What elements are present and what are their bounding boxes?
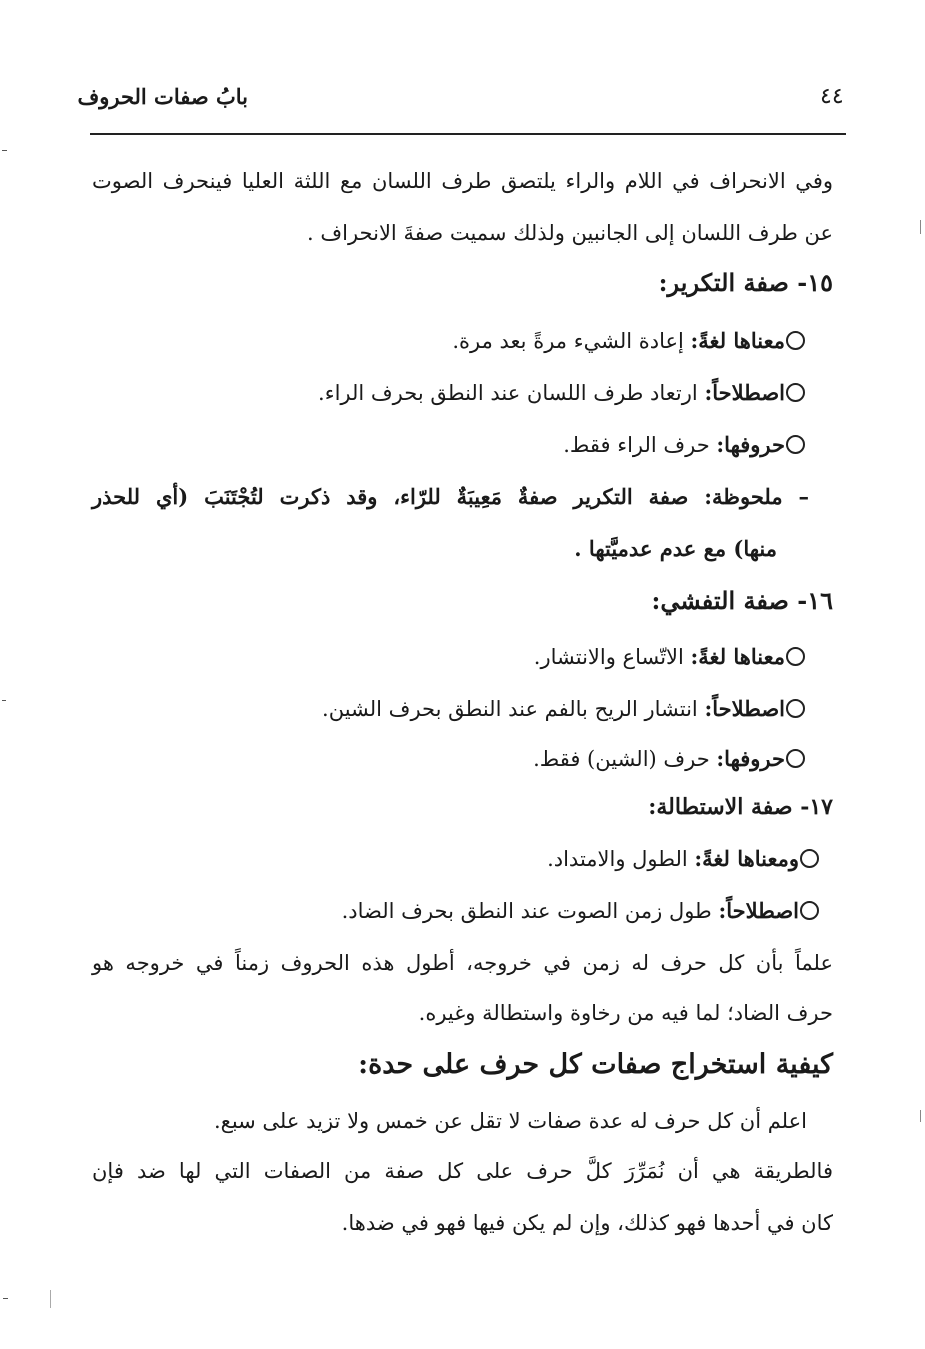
term-definition: الاتّساع والانتشار. — [533, 645, 691, 669]
note-line: منها) مع عدم عدميَّتها . — [574, 536, 777, 561]
circle-bullet-icon — [786, 331, 805, 350]
term-definition: طول زمن الصوت عند النطق بحرف الضاد. — [341, 899, 719, 923]
list-item — [318, 378, 805, 408]
circle-bullet-icon — [786, 383, 805, 402]
term-definition: انتشار الريح بالفم عند النطق بحرف الشين. — [322, 697, 705, 721]
circle-bullet-icon — [800, 901, 819, 920]
term-definition: الطول والامتداد. — [547, 847, 695, 871]
term-label: اصطلاحاً: — [704, 696, 785, 721]
circle-bullet-icon — [786, 647, 805, 666]
term-label: اصطلاحاً: — [704, 380, 785, 405]
section-heading-17: ١٧- صفة الاستطالة: — [648, 794, 833, 820]
scan-mark — [2, 150, 7, 151]
list-item — [342, 896, 819, 926]
page-number: ٤٤ — [820, 84, 844, 109]
paragraph-line: علماً بأن كل حرف له زمن في خروجه، أطول هذه الحروف زمناً في خروجه هو — [92, 951, 833, 975]
extraction-heading: كيفية استخراج صفات كل حرف على حدة: — [358, 1049, 833, 1080]
term-definition: حرف (الشين) فقط. — [533, 747, 717, 771]
term-definition: ارتعاد طرف اللسان عند النطق بحرف الراء. — [318, 381, 705, 405]
circle-bullet-icon — [800, 849, 819, 868]
paragraph-line: اعلم أن كل حرف له عدة صفات لا تقل عن خمس ولا تزيد على سبع. — [213, 1109, 807, 1133]
scan-mark — [920, 1110, 921, 1122]
term-label: اصطلاحاً: — [718, 898, 799, 923]
list-item — [563, 430, 805, 460]
list-item — [322, 694, 805, 724]
term-definition: حرف الراء فقط. — [563, 433, 717, 457]
term-label: حروفها: — [716, 432, 785, 457]
scan-mark — [2, 700, 6, 701]
header-divider — [90, 133, 846, 135]
section-heading-16: ١٦- صفة التفشي: — [651, 586, 833, 615]
circle-bullet-icon — [786, 699, 805, 718]
list-item — [534, 642, 805, 672]
list-item — [533, 744, 805, 774]
scan-mark — [920, 220, 921, 234]
running-header-title: بابُ صفات الحروف — [77, 84, 248, 109]
term-label: معناها لغةً: — [690, 328, 785, 353]
paragraph-line: حرف الضاد؛ لما فيه من رخاوة واستطالة وغيره. — [418, 1001, 833, 1025]
paragraph-line: كان في أحدها فهو كذلك، وإن لم يكن فيها فهو في ضدها. — [341, 1211, 833, 1235]
scan-mark — [3, 1298, 8, 1299]
list-item — [452, 326, 805, 356]
term-label: ومعناها لغةً: — [694, 846, 799, 871]
term-definition: إعادة الشيء مرةً بعد مرة. — [452, 329, 691, 353]
paragraph-line: عن طرف اللسان إلى الجانبين ولذلك سميت صفةَ الانحراف . — [307, 221, 833, 245]
scan-mark — [50, 1290, 51, 1308]
section-heading-15: ١٥- صفة التكرير: — [658, 268, 833, 297]
term-label: معناها لغةً: — [690, 644, 785, 669]
circle-bullet-icon — [786, 749, 805, 768]
list-item — [547, 844, 819, 874]
paragraph-line: وفي الانحراف في اللام والراء يلتصق طرف اللسان مع اللثة العليا فينحرف الصوت — [92, 169, 833, 193]
paragraph-line: فالطريقة هي أن نُمَرِّرَ كلَّ حرف على كل صفة من الصفات التي لها ضد فإن — [92, 1159, 833, 1183]
note-line: – ملحوظة: صفة التكرير صفةٌ مَعِيبَةٌ للرّاء، وقد ذكرت لتُجْتَنَبَ (أي للحذر — [92, 484, 809, 509]
circle-bullet-icon — [786, 435, 805, 454]
term-label: حروفها: — [716, 746, 785, 771]
